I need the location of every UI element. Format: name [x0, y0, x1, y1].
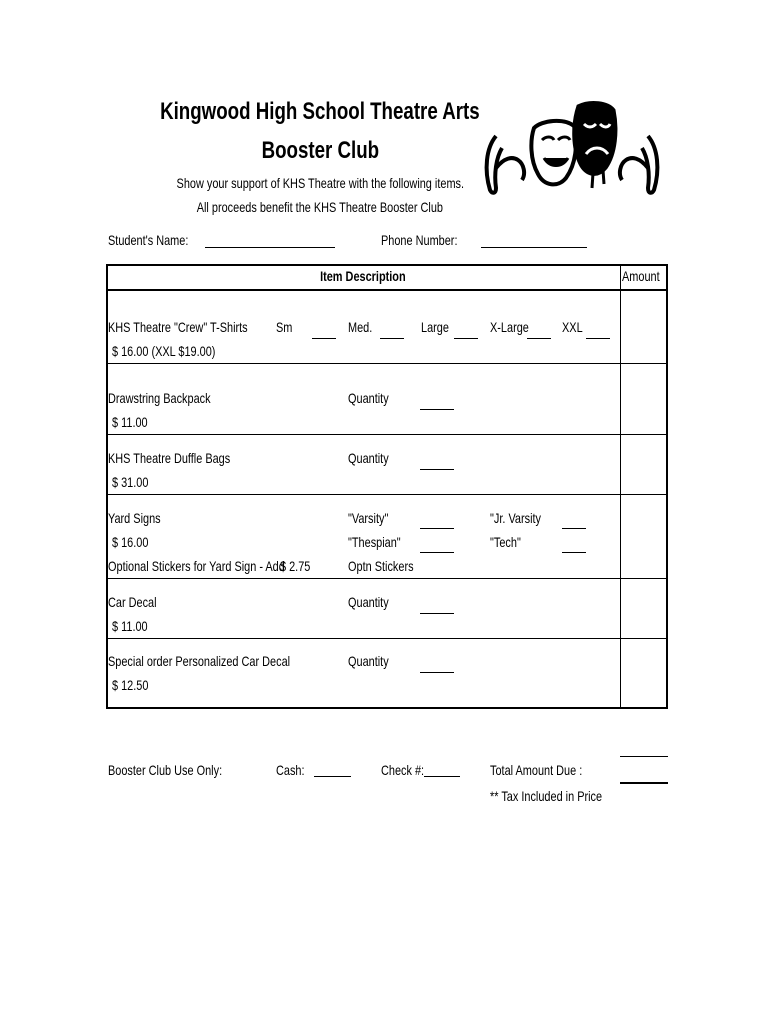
theatre-masks-icon: [482, 98, 662, 200]
check-number-label: Check #:: [381, 762, 425, 778]
cash-field[interactable]: [314, 776, 351, 777]
student-name-label: Student's Name:: [108, 232, 189, 248]
size-xlarge-field[interactable]: [527, 338, 551, 339]
row-divider: [106, 494, 668, 495]
car-decal-item-name: Car Decal: [108, 594, 157, 610]
tax-note: ** Tax Included in Price: [490, 788, 603, 804]
size-sm-field[interactable]: [312, 338, 336, 339]
form-subtitle-club: Booster Club: [261, 137, 379, 164]
form-title: Kingwood High School Theatre Arts: [160, 98, 480, 125]
yard-sign-item-name: Yard Signs: [108, 510, 161, 526]
phone-number-field[interactable]: [481, 247, 587, 248]
thespian-qty-field[interactable]: [420, 552, 454, 553]
size-xlarge-label: X-Large: [490, 319, 529, 335]
backpack-qty-field[interactable]: [420, 409, 454, 410]
car-decal-qty-label: Quantity: [348, 594, 389, 610]
intro-text-2: All proceeds benefit the KHS Theatre Booster Club: [196, 199, 444, 215]
cash-label: Cash:: [276, 762, 305, 778]
personal-decal-item-price: $ 12.50: [112, 677, 149, 693]
tech-label: "Tech": [490, 534, 521, 550]
duffle-item-name: KHS Theatre Duffle Bags: [108, 450, 231, 466]
size-xxl-field[interactable]: [586, 338, 610, 339]
item-description-header: Item Description: [320, 268, 406, 284]
row-divider: [106, 638, 668, 639]
backpack-item-price: $ 11.00: [112, 414, 148, 430]
duffle-item-price: $ 31.00: [112, 474, 149, 490]
total-amount-label: Total Amount Due :: [490, 762, 583, 778]
size-large-label: Large: [421, 319, 449, 335]
varsity-label: "Varsity": [348, 510, 389, 526]
personal-decal-item-name: Special order Personalized Car Decal: [108, 653, 291, 669]
booster-use-label: Booster Club Use Only:: [108, 762, 223, 778]
varsity-qty-field[interactable]: [420, 528, 454, 529]
optional-stickers-label: Optn Stickers: [348, 558, 414, 574]
backpack-item-name: Drawstring Backpack: [108, 390, 211, 406]
backpack-qty-label: Quantity: [348, 390, 389, 406]
size-med-field[interactable]: [380, 338, 404, 339]
yard-sign-stickers-price: $ 2.75: [280, 558, 311, 574]
jr-varsity-label: "Jr. Varsity: [490, 510, 542, 526]
size-med-label: Med.: [348, 319, 373, 335]
thespian-label: "Thespian": [348, 534, 401, 550]
tshirt-item-name: KHS Theatre "Crew" T-Shirts: [108, 319, 248, 335]
amount-header: Amount: [622, 268, 660, 284]
duffle-qty-label: Quantity: [348, 450, 389, 466]
row-divider: [106, 578, 668, 579]
yard-sign-item-price: $ 16.00: [112, 534, 149, 550]
size-xxl-label: XXL: [562, 319, 583, 335]
row-divider: [106, 363, 668, 364]
row-divider: [106, 434, 668, 435]
car-decal-item-price: $ 11.00: [112, 618, 148, 634]
jr-varsity-qty-field[interactable]: [562, 528, 586, 529]
duffle-qty-field[interactable]: [420, 469, 454, 470]
car-decal-qty-field[interactable]: [420, 613, 454, 614]
size-large-field[interactable]: [454, 338, 478, 339]
amount-column-divider: [620, 264, 621, 709]
tech-qty-field[interactable]: [562, 552, 586, 553]
student-name-field[interactable]: [205, 247, 335, 248]
intro-text-1: Show your support of KHS Theatre with the following items.: [176, 175, 464, 191]
yard-sign-stickers-label: Optional Stickers for Yard Sign - Add: [108, 558, 285, 574]
personal-decal-qty-field[interactable]: [420, 672, 454, 673]
check-number-field[interactable]: [424, 776, 460, 777]
phone-number-label: Phone Number:: [381, 232, 458, 248]
total-top-rule: [620, 756, 668, 757]
personal-decal-qty-label: Quantity: [348, 653, 389, 669]
size-sm-label: Sm: [276, 319, 293, 335]
total-amount-field[interactable]: [620, 782, 668, 784]
tshirt-item-price: $ 16.00 (XXL $19.00): [112, 343, 216, 359]
header-divider: [106, 289, 668, 291]
